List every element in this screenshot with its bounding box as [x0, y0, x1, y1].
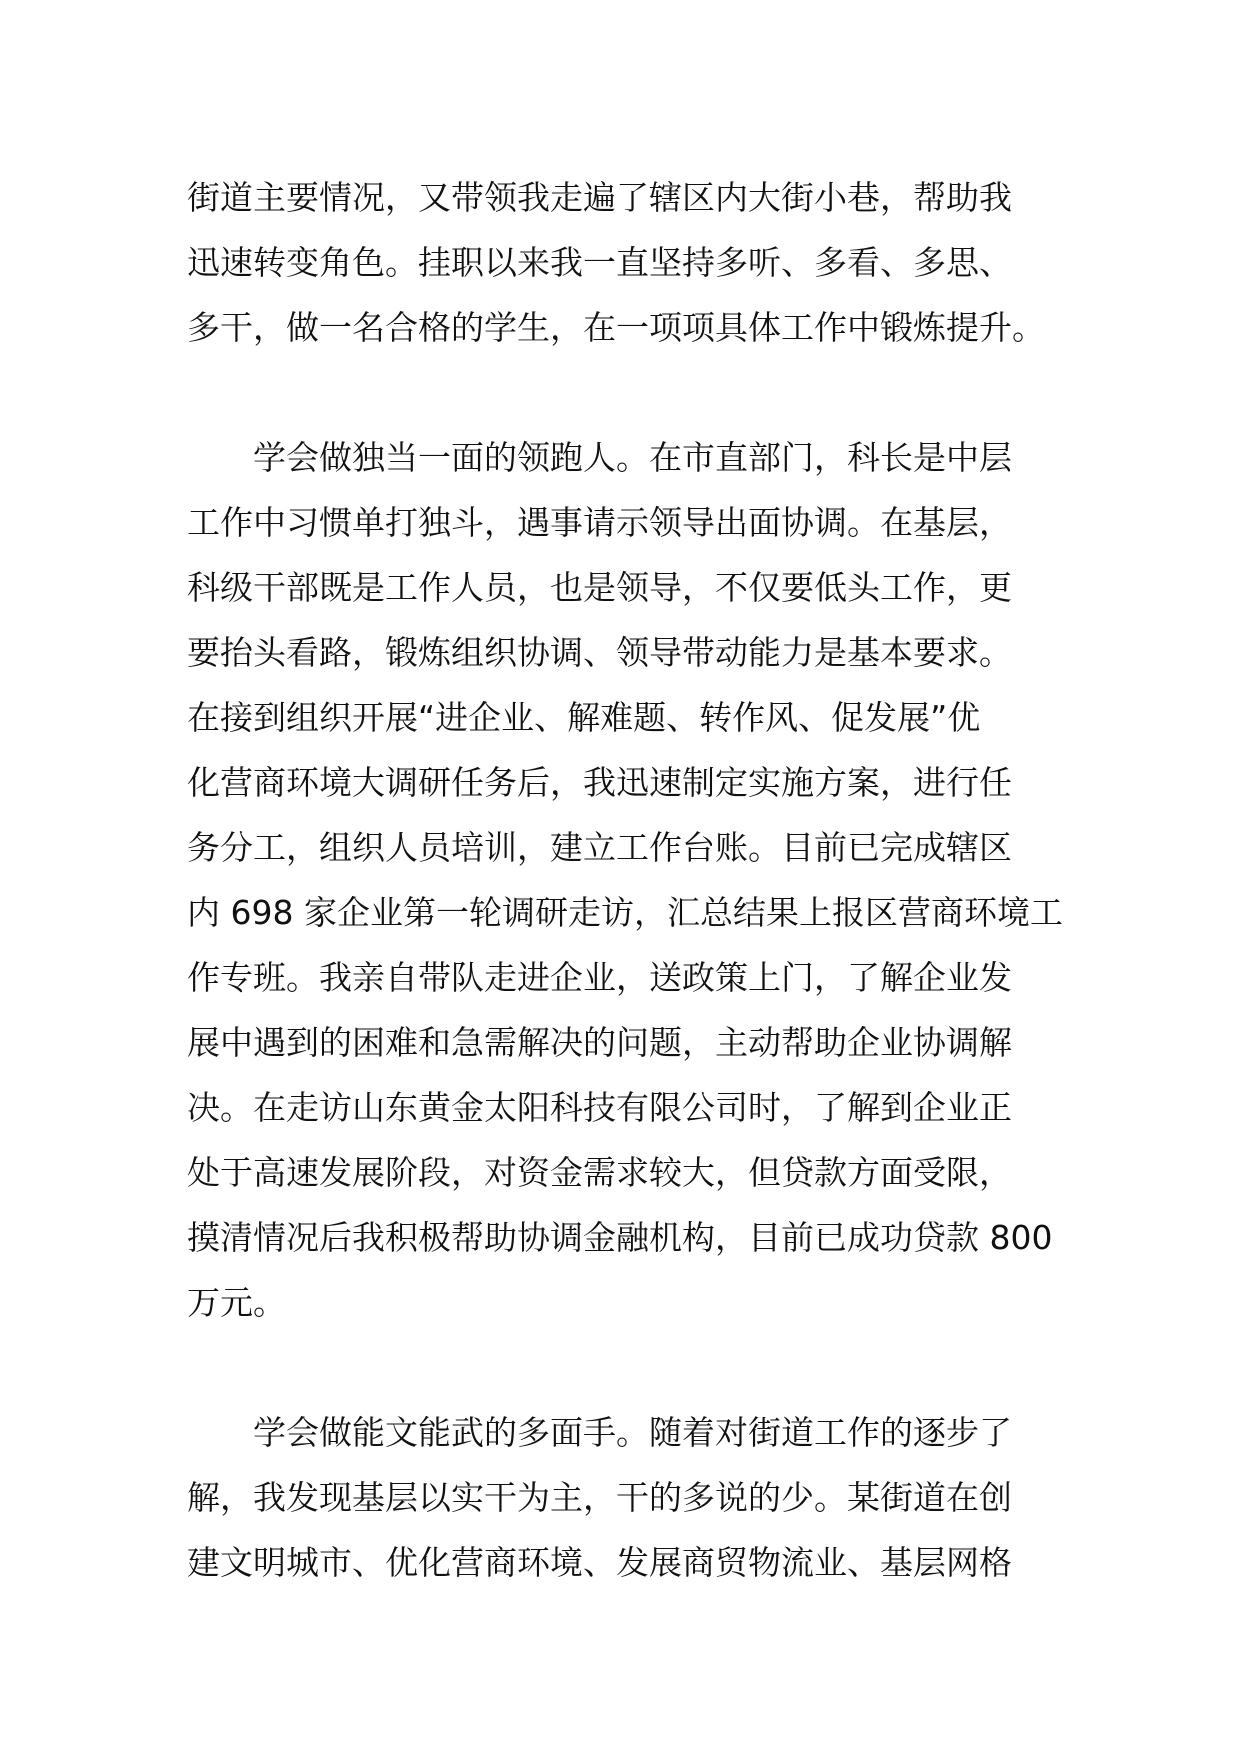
text-line: 摸清情况后我积极帮助协调金融机构，目前已成功贷款 800 — [187, 1218, 1053, 1257]
text-line: 要抬头看路，锻炼组织协调、领导带动能力是基本要求。 — [187, 633, 1012, 672]
paragraph-3 — [187, 1400, 1057, 1595]
text-line: 迅速转变角色。挂职以来我一直坚持多听、多看、多思、 — [187, 243, 1012, 282]
text-line: 处于高速发展阶段，对资金需求较大，但贷款方面受限， — [187, 1153, 1012, 1192]
text-line: 务分工，组织人员培训，建立工作台账。目前已完成辖区 — [187, 828, 1012, 867]
text-line: 学会做能文能武的多面手。随着对街道工作的逐步了 — [253, 1413, 1012, 1452]
paragraph-2 — [187, 425, 1063, 1335]
paragraph-spacer — [187, 360, 1057, 425]
text-line: 科级干部既是工作人员，也是领导，不仅要低头工作，更 — [187, 568, 1012, 607]
text-line: 多干，做一名合格的学生，在一项项具体工作中锻炼提升。 — [187, 308, 1045, 347]
text-line: 化营商环境大调研任务后，我迅速制定实施方案，进行任 — [187, 763, 1012, 802]
text-line: 内 698 家企业第一轮调研走访，汇总结果上报区营商环境工 — [187, 893, 1063, 932]
text-line: 展中遇到的困难和急需解决的问题，主动帮助企业协调解 — [187, 1023, 1012, 1062]
text-line: 建文明城市、优化营商环境、发展商贸物流业、基层网格 — [187, 1543, 1012, 1582]
text-line: 工作中习惯单打独斗，遇事请示领导出面协调。在基层， — [187, 503, 1012, 542]
text-line: 街道主要情况，又带领我走遍了辖区内大街小巷，帮助我 — [187, 178, 1012, 217]
text-line: 在接到组织开展“进企业、解难题、转作风、促发展”优 — [187, 698, 981, 737]
text-line: 作专班。我亲自带队走进企业，送政策上门，了解企业发 — [187, 958, 1012, 997]
text-line: 万元。 — [187, 1283, 286, 1322]
text-line: 解，我发现基层以实干为主，干的多说的少。某街道在创 — [187, 1478, 1012, 1517]
paragraph-spacer — [187, 1335, 1057, 1400]
text-line: 学会做独当一面的领跑人。在市直部门，科长是中层 — [253, 438, 1012, 477]
paragraph-1 — [187, 165, 1057, 360]
document-body — [187, 165, 1063, 1595]
text-line: 决。在走访山东黄金太阳科技有限公司时，了解到企业正 — [187, 1088, 1012, 1127]
